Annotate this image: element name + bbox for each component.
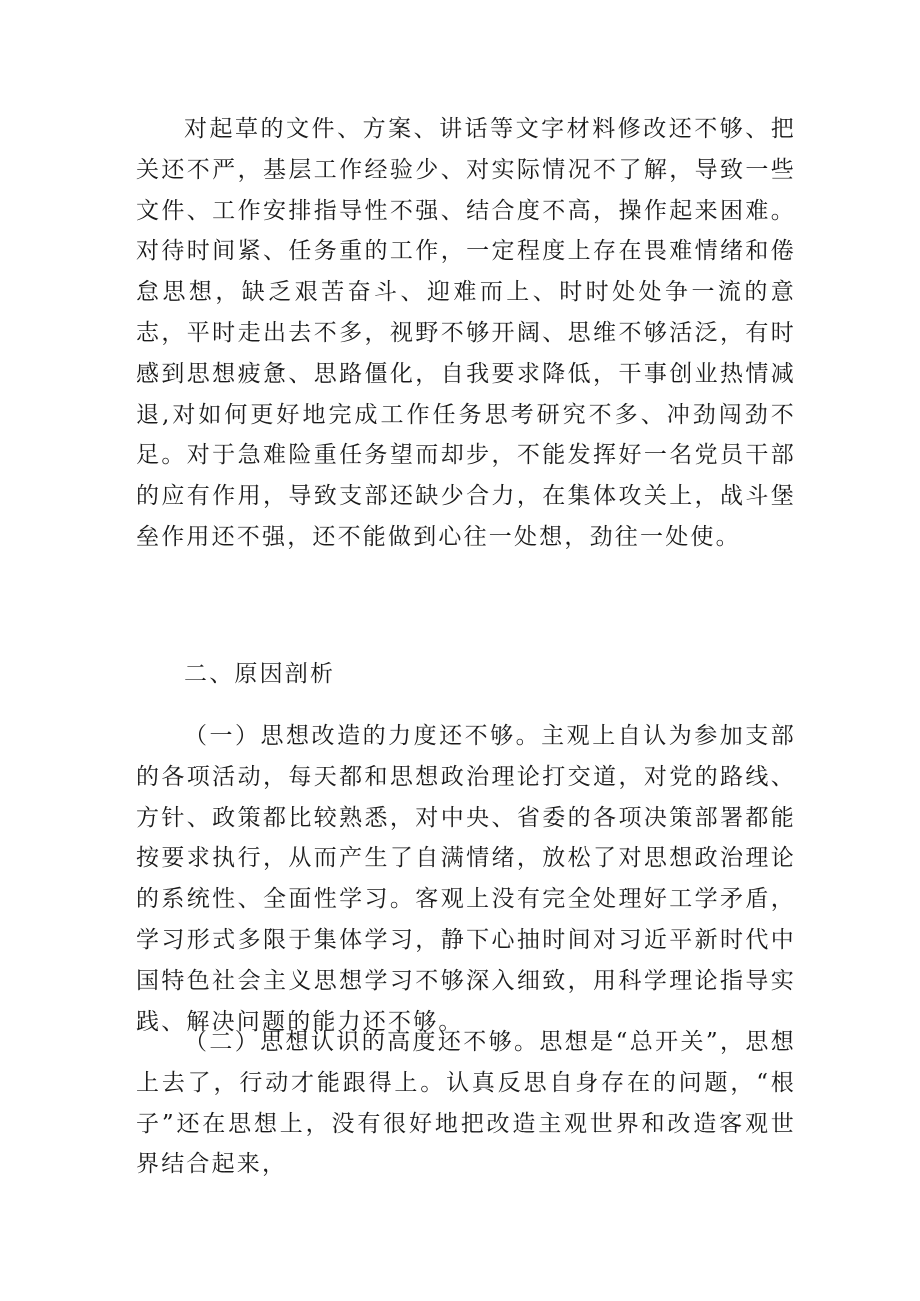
body-paragraph: 对起草的文件、方案、讲话等文字材料修改还不够、把关还不严，基层工作经验少、对实际情况不了解，导致一些文件、工作安排指导性不强、结合度不高，操作起来困难。对待时间紧、任务重的工作，一定程度上存在畏难情绪和倦怠思想，缺乏艰苦奋斗、迎难而上、时时处处争一流的意志，平时走出去不多，视野不够开阔、思维不够活泛，有时感到思想疲惫、思路僵化，自我要求降低，干事创业热情减退,对如何更好地完成工作任务思考研究不多、冲劲闯劲不足。对于急难险重任务望而却步，不能发挥好一名党员干部的应有作用，导致支部还缺少合力，在集体攻关上，战斗堡垒作用还不强，还不能做到心往一处想，劲往一处使。 <box>136 116 796 550</box>
body-paragraph: （一）思想改造的力度还不够。主观上自认为参加支部的各项活动，每天都和思想政治理论打交道，对党的路线、方针、政策都比较熟悉，对中央、省委的各项决策部署都能按要求执行，从而产生了自满情绪，放松了对思想政治理论的系统性、全面性学习。客观上没有完全处理好工学矛盾，学习形式多限于集体学习，静下心抽时间对习近平新时代中国特色社会主义思想学习不够深入细致，用科学理论指导实践、解决问题的能力还不够。 <box>136 723 796 1035</box>
section-heading: 二、原因剖析 <box>184 661 336 687</box>
body-paragraph: （二）思想认识的高度还不够。思想是“总开关”，思想上去了，行动才能跟得上。认真反思自身存在的问题，“根子”还在思想上，没有很好地把改造主观世界和改造客观世界结合起来， <box>136 1029 796 1178</box>
